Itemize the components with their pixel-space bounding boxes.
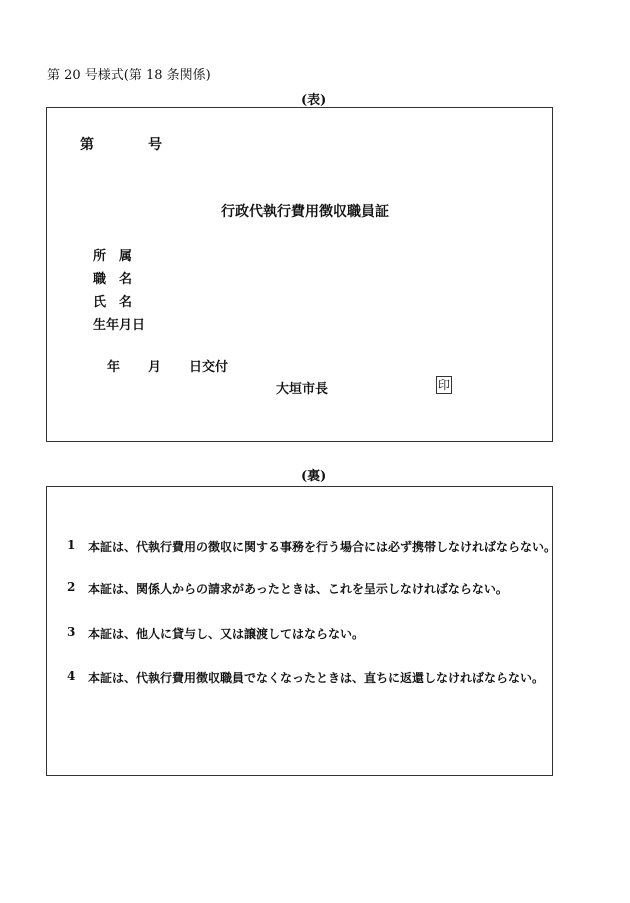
rule-text: 本証は、関係人からの請求があったときは、これを呈示しなければならない。 (88, 582, 508, 596)
issuer-name: 大垣市長 (276, 382, 329, 397)
rule-text: 本証は、他人に貸与し、又は譲渡してはならない。 (88, 627, 365, 641)
field-job-title-label: 職 名 (93, 272, 133, 287)
back-side-label: (裏) (301, 469, 327, 484)
rule-number: 4 (67, 669, 76, 683)
form-title: 第 20 号様式(第 18 条関係) (47, 68, 211, 83)
rule-number: 3 (67, 625, 76, 639)
card-number-suffix: 号 (148, 137, 162, 153)
front-side-label: (表) (301, 93, 327, 108)
card-title: 行政代執行費用徴収職員証 (221, 204, 389, 220)
field-name-label: 氏 名 (93, 295, 133, 310)
issue-month: 月 (148, 360, 162, 375)
rule-text: 本証は、代執行費用徴収職員でなくなったときは、直ちに返還しなければならない。 (88, 671, 545, 685)
rule-number: 2 (67, 580, 76, 594)
issue-year: 年 (107, 360, 121, 375)
field-birthdate-label: 生年月日 (93, 318, 146, 333)
card-back (46, 486, 557, 776)
rule-text: 本証は、代執行費用の徴収に関する事務を行う場合には必ず携帯しなければならない。 (88, 540, 557, 554)
issue-day: 日交付 (189, 360, 229, 375)
seal-mark: 印 (438, 378, 451, 392)
card-number-prefix: 第 (80, 137, 94, 153)
card-front (46, 107, 553, 442)
rule-number: 1 (67, 538, 76, 552)
field-affiliation-label: 所 属 (93, 249, 133, 264)
